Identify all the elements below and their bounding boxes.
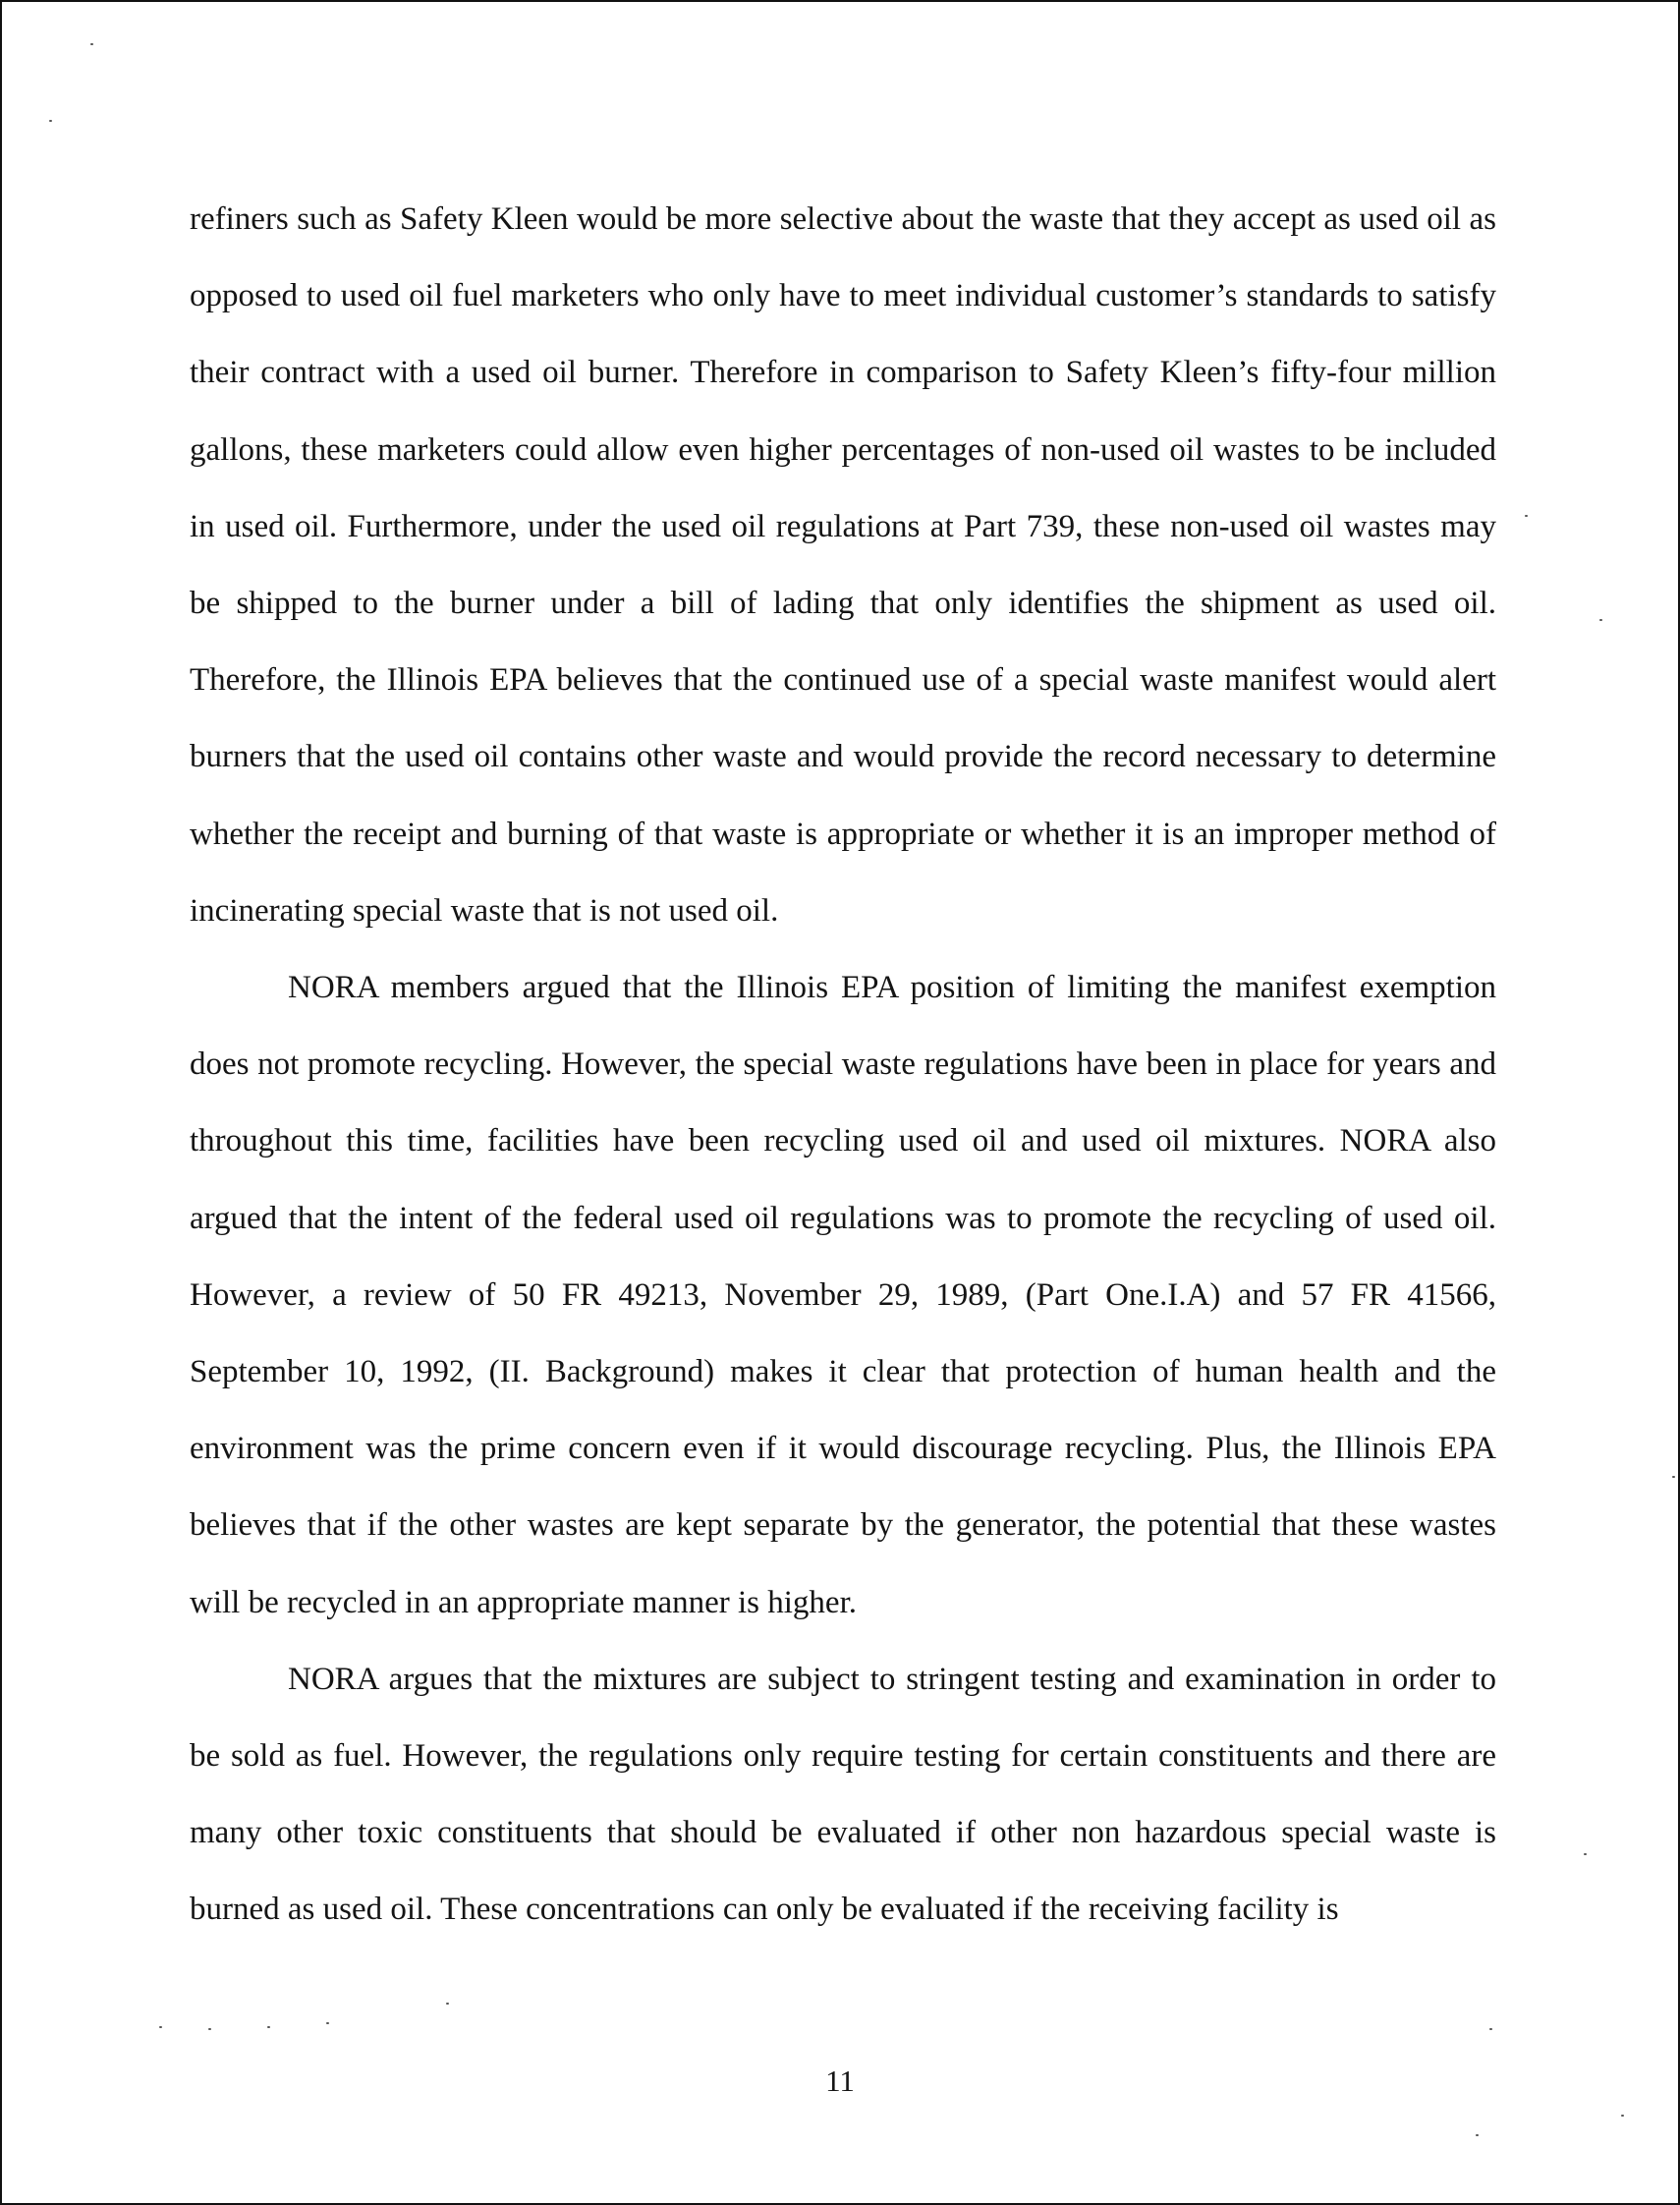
paragraph-nora-testing: NORA argues that the mixtures are subject to stringent testing and examination in order to be sold as fuel. However, the regulations only require testing for certain constituents and there are many other toxic constituents that should be evaluated if other non hazardous special waste is burned as used oil. These concentrations can only be evaluated if the receiving facility is <box>190 1661 1496 1928</box>
scan-speck <box>208 2028 211 2030</box>
scan-speck <box>1525 515 1528 517</box>
paragraph-nora-recycling: NORA members argued that the Illinois EPA position of limiting the manifest exemption does not promote recycling. However, the special waste regulations have been in place for years and throughout this time, facilities have been recycling used oil and used oil mixtures. NORA also argued that the intent of the federal used oil regulations was to promote the recycling of used oil. However, a review of 50 FR 49213, November 29, 1989, (Part One.I.A) and 57 FR 41566, September 10, 1992, (II. Background) makes it clear that protection of human health and the environment was the prime concern even if it would discourage recycling. Plus, the Illinois EPA believes that if the other wastes are kept separate by the generator, the potential that these wastes will be recycled in an appropriate manner is higher. <box>190 970 1496 1620</box>
page-number: 11 <box>825 2064 855 2098</box>
scan-speck <box>1621 2115 1624 2117</box>
scan-speck <box>49 120 52 122</box>
body-text <box>190 181 1496 1949</box>
scan-speck <box>1672 1476 1675 1478</box>
scan-speck <box>1599 619 1602 621</box>
scan-speck <box>90 43 93 45</box>
scan-speck <box>267 2026 270 2028</box>
scan-speck <box>1489 2028 1492 2030</box>
scan-speck <box>446 2003 449 2005</box>
paragraph-continuation: refiners such as Safety Kleen would be more selective about the waste that they accept as used oil as opposed to used oil fuel marketers who only have to meet individual customer’s standards to satisfy their contract with a used oil burner. Therefore in comparison to Safety Kleen’s fifty-four million gallons, these marketers could allow even higher percentages of non-used oil wastes to be included in used oil. Furthermore, under the used oil regulations at Part 739, these non-used oil wastes may be shipped to the burner under a bill of lading that only identifies the shipment as used oil. Therefore, the Illinois EPA believes that the continued use of a special waste manifest would alert burners that the used oil contains other waste and would provide the record necessary to determine whether the receipt and burning of that waste is appropriate or whether it is an improper method of incinerating special waste that is not used oil. <box>190 201 1496 929</box>
scan-speck <box>1476 2134 1479 2136</box>
scan-speck <box>326 2022 329 2024</box>
scan-speck <box>1584 1853 1587 1855</box>
scan-speck <box>159 2026 162 2028</box>
